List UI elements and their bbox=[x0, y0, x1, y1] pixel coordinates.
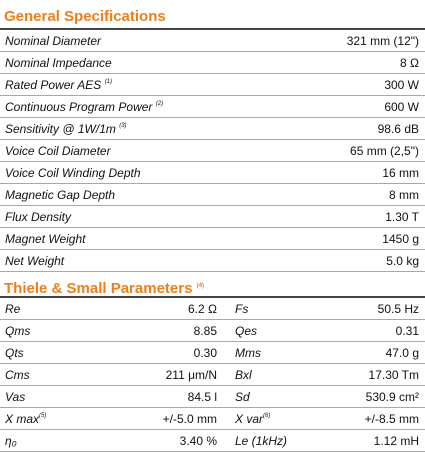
ts-param-label-text: Qts bbox=[5, 345, 24, 360]
spec-value: 1450 g bbox=[382, 231, 419, 246]
ts-param-value-text: 84.5 l bbox=[187, 389, 217, 404]
ts-param-value-text: 211 μm/N bbox=[165, 367, 217, 382]
ts-row bbox=[0, 320, 425, 342]
ts-param-value bbox=[155, 412, 225, 426]
ts-param-value bbox=[338, 346, 425, 360]
general-spec-table bbox=[0, 30, 425, 272]
ts-param-value bbox=[155, 302, 225, 316]
ts-param-label bbox=[0, 434, 155, 448]
ts-param-label-text: Fs bbox=[235, 301, 249, 316]
ts-param-label-text: Cms bbox=[5, 367, 30, 382]
ts-param-value-text: 530.9 cm² bbox=[365, 389, 419, 404]
spec-label-text: Sensitivity @ 1W/1m bbox=[5, 121, 116, 136]
ts-row bbox=[0, 342, 425, 364]
spec-label-text: Net Weight bbox=[5, 253, 65, 268]
spec-label-text: Voice Coil Diameter bbox=[5, 143, 111, 158]
spec-label-text: Rated Power AES bbox=[5, 77, 102, 92]
spec-label-text: Magnet Weight bbox=[5, 231, 86, 246]
ts-param-value-text: 47.0 g bbox=[385, 345, 419, 360]
ts-param-label-text: Re bbox=[5, 301, 21, 316]
ts-param-label-text: η₀ bbox=[5, 433, 17, 448]
spec-value: 16 mm bbox=[382, 165, 419, 180]
thiele-small-table bbox=[0, 298, 425, 452]
ts-param-value-text: 0.31 bbox=[395, 323, 419, 338]
ts-param-value bbox=[338, 434, 425, 448]
spec-label bbox=[0, 166, 382, 180]
spec-label bbox=[0, 100, 384, 114]
ts-param-label-text: Qms bbox=[5, 323, 31, 338]
spec-row bbox=[0, 250, 425, 272]
spec-value: 8 mm bbox=[389, 187, 419, 202]
general-title-text: General Specifications bbox=[4, 8, 166, 25]
ts-param-label-text: X var bbox=[235, 411, 264, 426]
ts-row bbox=[0, 386, 425, 408]
ts-param-value bbox=[155, 324, 225, 338]
ts-param-value-text: +/-5.0 mm bbox=[162, 411, 217, 426]
ts-param-label-text: Mms bbox=[235, 345, 261, 360]
spec-label bbox=[0, 34, 347, 48]
ts-param-label bbox=[0, 368, 155, 382]
thiele-title-note: (4) bbox=[196, 283, 204, 289]
spec-row bbox=[0, 228, 425, 250]
spec-row bbox=[0, 30, 425, 52]
ts-param-value-text: 6.2 Ω bbox=[188, 301, 217, 316]
ts-param-label bbox=[0, 390, 155, 404]
spec-label bbox=[0, 232, 382, 246]
spec-label-text: Nominal Diameter bbox=[5, 33, 102, 48]
spec-value: 98.6 dB bbox=[377, 121, 419, 136]
footnote-marker: (2) bbox=[155, 100, 164, 107]
ts-param-value bbox=[155, 368, 225, 382]
ts-param-label bbox=[225, 390, 338, 404]
spec-label bbox=[0, 254, 386, 268]
spec-value: 321 mm (12") bbox=[346, 33, 419, 48]
ts-param-value bbox=[338, 412, 425, 426]
ts-param-value-text: 8.85 bbox=[193, 323, 217, 338]
spec-label-text: Flux Density bbox=[5, 209, 72, 224]
ts-param-value-text: 50.5 Hz bbox=[377, 301, 419, 316]
ts-param-label-text: Le (1kHz) bbox=[235, 433, 288, 448]
ts-param-label-text: X max bbox=[5, 411, 40, 426]
spec-row bbox=[0, 118, 425, 140]
spec-row bbox=[0, 206, 425, 228]
footnote-marker: (6) bbox=[263, 412, 271, 419]
ts-param-label bbox=[225, 412, 338, 426]
spec-value: 300 W bbox=[384, 77, 419, 92]
ts-param-value-text: +/-8.5 mm bbox=[364, 411, 419, 426]
general-specifications-heading bbox=[0, 0, 425, 30]
ts-param-label bbox=[225, 302, 338, 316]
ts-param-value bbox=[155, 390, 225, 404]
spec-label bbox=[0, 210, 385, 224]
ts-row bbox=[0, 408, 425, 430]
spec-label-text: Continuous Program Power bbox=[5, 99, 153, 114]
ts-param-label bbox=[225, 368, 338, 382]
spec-row bbox=[0, 184, 425, 206]
spec-label bbox=[0, 78, 384, 92]
ts-param-label-text: Vas bbox=[5, 389, 26, 404]
spec-label-text: Voice Coil Winding Depth bbox=[5, 165, 141, 180]
ts-param-value-text: 0.30 bbox=[193, 345, 217, 360]
footnote-marker: (5) bbox=[39, 412, 47, 419]
ts-param-label bbox=[0, 412, 155, 426]
ts-row bbox=[0, 430, 425, 452]
spec-row bbox=[0, 52, 425, 74]
ts-param-label bbox=[225, 324, 338, 338]
thiele-title-text: Thiele & Small Parameters bbox=[4, 280, 193, 297]
ts-param-value-text: 17.30 Tm bbox=[368, 367, 419, 382]
ts-row bbox=[0, 364, 425, 386]
spec-value: 1.30 T bbox=[385, 209, 419, 224]
ts-param-value bbox=[338, 324, 425, 338]
ts-param-label-text: Sd bbox=[235, 389, 250, 404]
ts-param-label bbox=[225, 346, 338, 360]
ts-param-label bbox=[0, 324, 155, 338]
ts-param-value bbox=[338, 302, 425, 316]
spec-value: 600 W bbox=[384, 99, 419, 114]
ts-param-value bbox=[338, 390, 425, 404]
spec-label-text: Nominal Impedance bbox=[5, 55, 112, 70]
ts-param-value-text: 3.40 % bbox=[179, 433, 217, 448]
ts-param-label-text: Qes bbox=[235, 323, 258, 338]
ts-param-value bbox=[155, 346, 225, 360]
spec-label bbox=[0, 144, 350, 158]
spec-row bbox=[0, 74, 425, 96]
spec-label bbox=[0, 188, 389, 202]
spec-row bbox=[0, 140, 425, 162]
ts-param-label bbox=[0, 302, 155, 316]
thiele-small-heading bbox=[0, 272, 425, 298]
spec-value: 65 mm (2,5") bbox=[350, 143, 419, 158]
ts-param-value bbox=[155, 434, 225, 448]
spec-label bbox=[0, 56, 400, 70]
ts-param-label bbox=[225, 434, 338, 448]
ts-param-value-text: 1.12 mH bbox=[373, 433, 419, 448]
spec-value: 5.0 kg bbox=[386, 253, 419, 268]
footnote-marker: (1) bbox=[104, 78, 112, 85]
spec-label bbox=[0, 122, 378, 136]
spec-label-text: Magnetic Gap Depth bbox=[5, 187, 116, 202]
ts-param-value bbox=[338, 368, 425, 382]
ts-param-label-text: Bxl bbox=[235, 367, 252, 382]
ts-param-label bbox=[0, 346, 155, 360]
spec-row bbox=[0, 162, 425, 184]
spec-value: 8 Ω bbox=[400, 55, 419, 70]
spec-row bbox=[0, 96, 425, 118]
footnote-marker: (3) bbox=[119, 122, 127, 129]
ts-row bbox=[0, 298, 425, 320]
